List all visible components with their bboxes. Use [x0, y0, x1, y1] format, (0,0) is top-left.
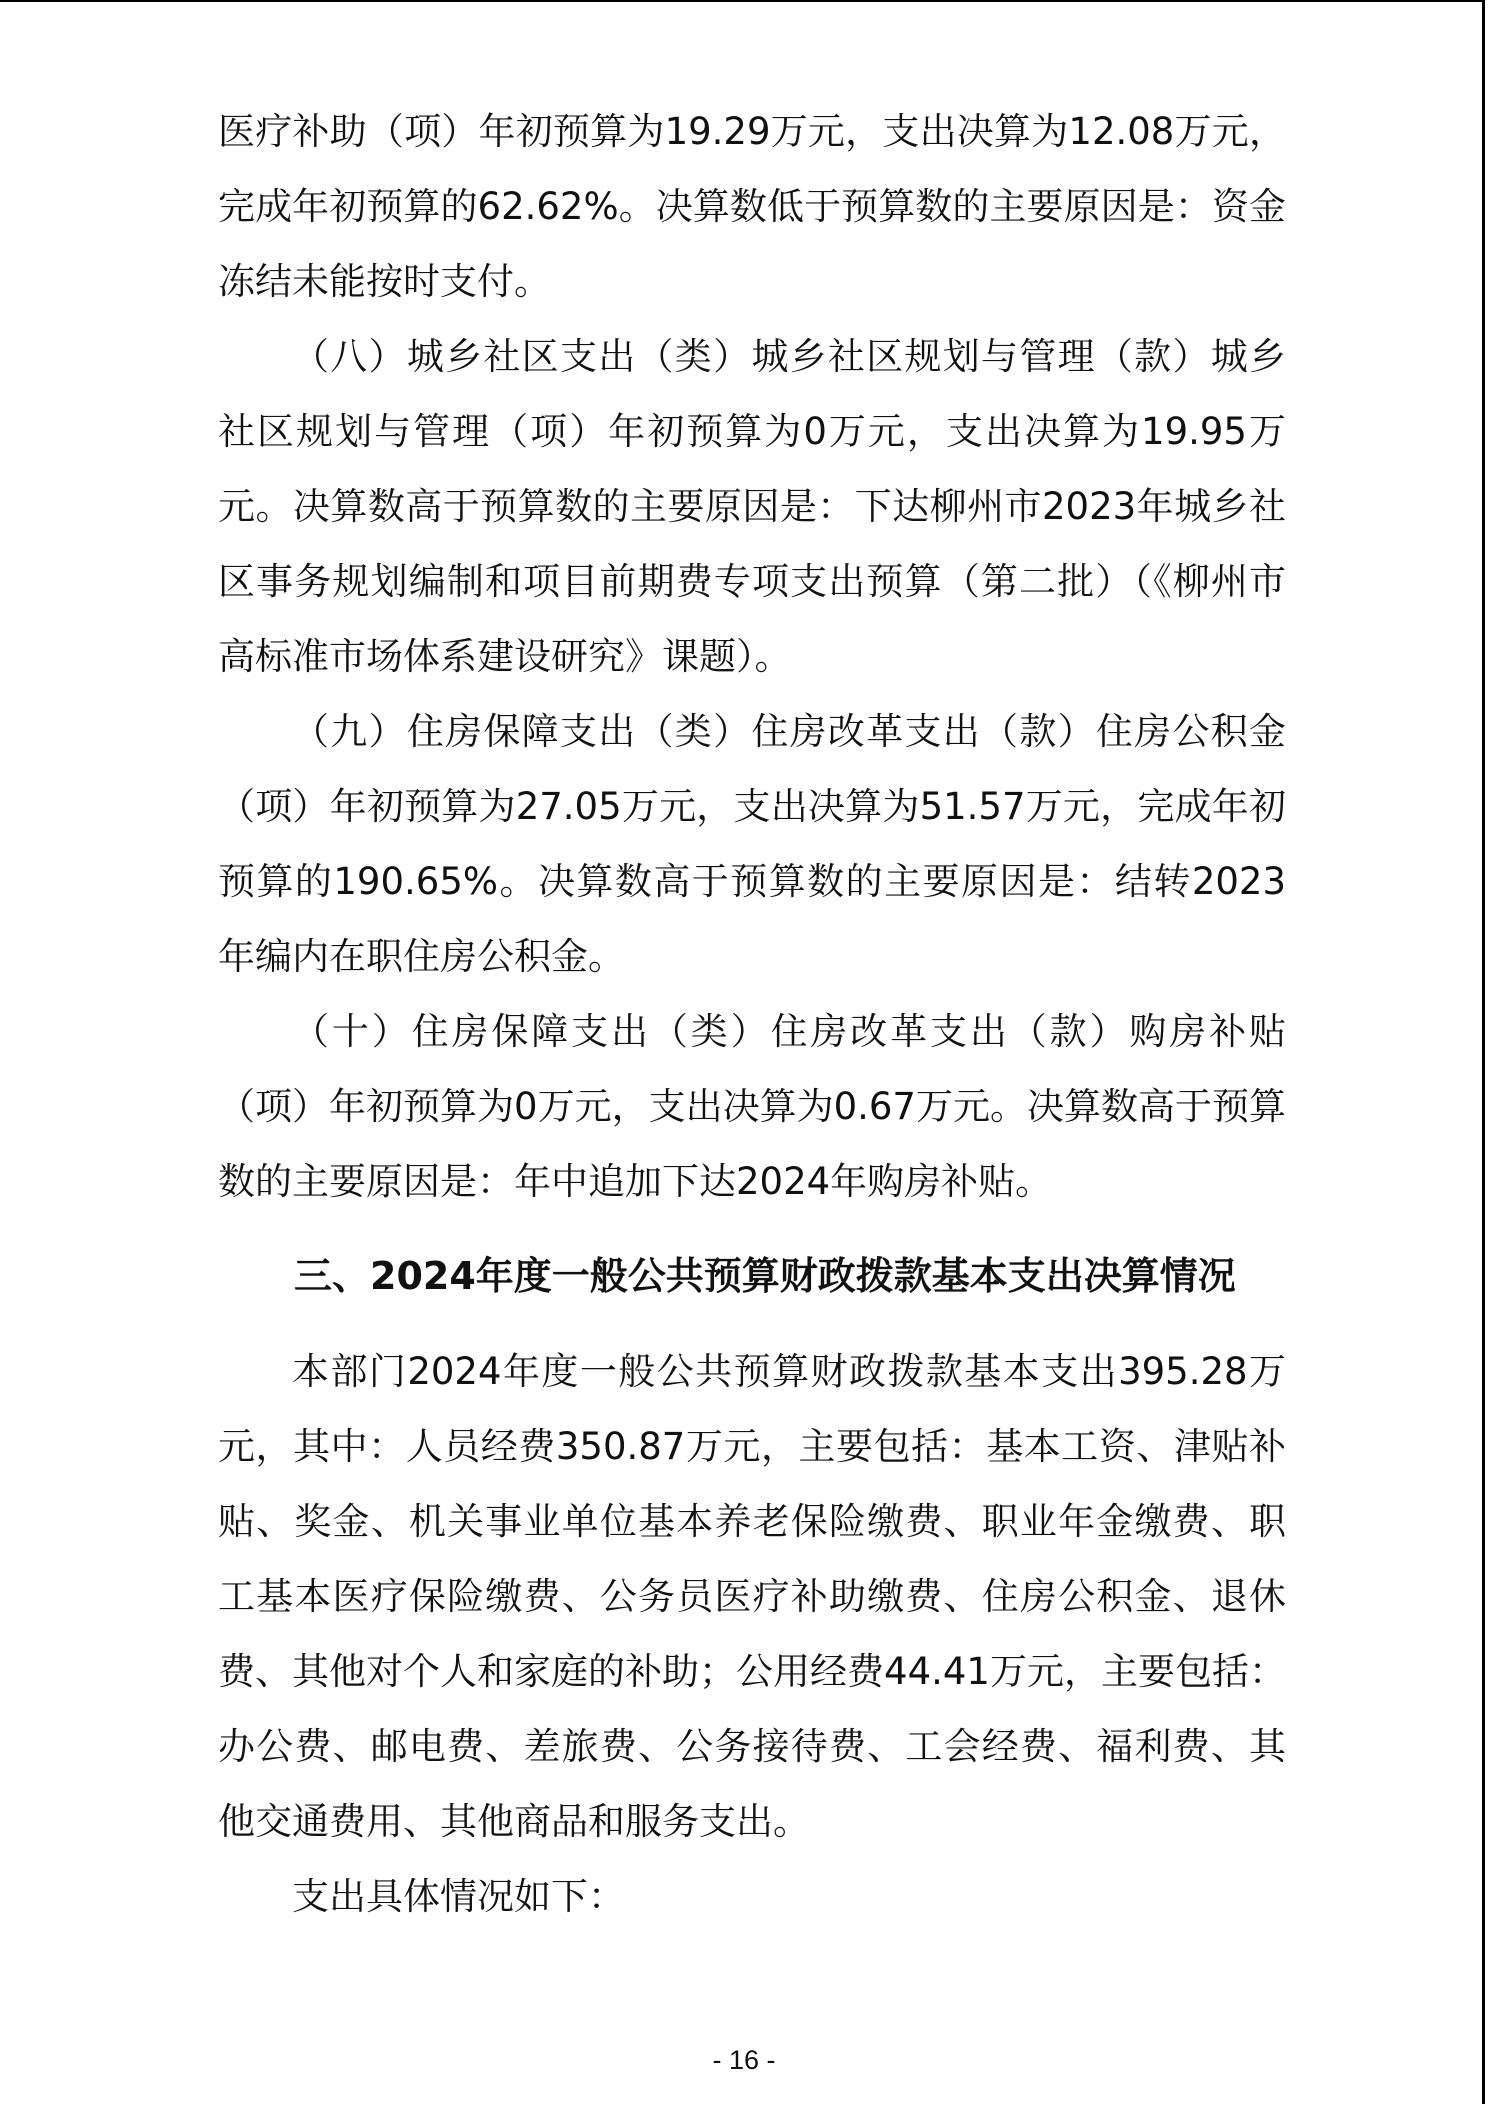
- paragraph-housing-provident-fund: （九）住房保障支出（类）住房改革支出（款）住房公积金（项）年初预算为27.05万元，支出决算为51.57万元，完成年初预算的190.65%。决算数高于预算数的主要原因是：结转2023年编内在职住房公积金。: [218, 710, 1286, 978]
- paragraph-basic-expenditure: 本部门2024年度一般公共预算财政拨款基本支出395.28万元，其中：人员经费350.87万元，主要包括：基本工资、津贴补贴、奖金、机关事业单位基本养老保险缴费、职业年金缴费、职工基本医疗保险缴费、公务员医疗补助缴费、住房公积金、退休费、其他对个人和家庭的补助；公用经费44.41万元，主要包括：办公费、邮电费、差旅费、公务接待费、工会经费、福利费、其他交通费用、其他商品和服务支出。: [218, 1350, 1286, 1843]
- paragraph-medical-subsidy: 医疗补助（项）年初预算为19.29万元，支出决算为12.08万元，完成年初预算的62.62%。决算数低于预算数的主要原因是：资金冻结未能按时支付。: [218, 110, 1286, 303]
- paragraph-urban-rural-community: （八）城乡社区支出（类）城乡社区规划与管理（款）城乡社区规划与管理（项）年初预算为0万元，支出决算为19.95万元。决算数高于预算数的主要原因是：下达柳州市2023年城乡社区事务规划编制和项目前期费专项支出预算（第二批）（《柳州市高标准市场体系建设研究》课题）。: [218, 335, 1286, 678]
- paragraph-housing-subsidy: （十）住房保障支出（类）住房改革支出（款）购房补贴（项）年初预算为0万元，支出决算为0.67万元。决算数高于预算数的主要原因是：年中追加下达2024年购房补贴。: [218, 1010, 1286, 1203]
- paragraph-details-intro: 支出具体情况如下：: [292, 1875, 625, 1918]
- page-number: - 16 -: [712, 2045, 776, 2075]
- document-body: [218, 94, 1286, 1934]
- section-heading: 三、2024年度一般公共预算财政拨款基本支出决算情况: [294, 1254, 1236, 1298]
